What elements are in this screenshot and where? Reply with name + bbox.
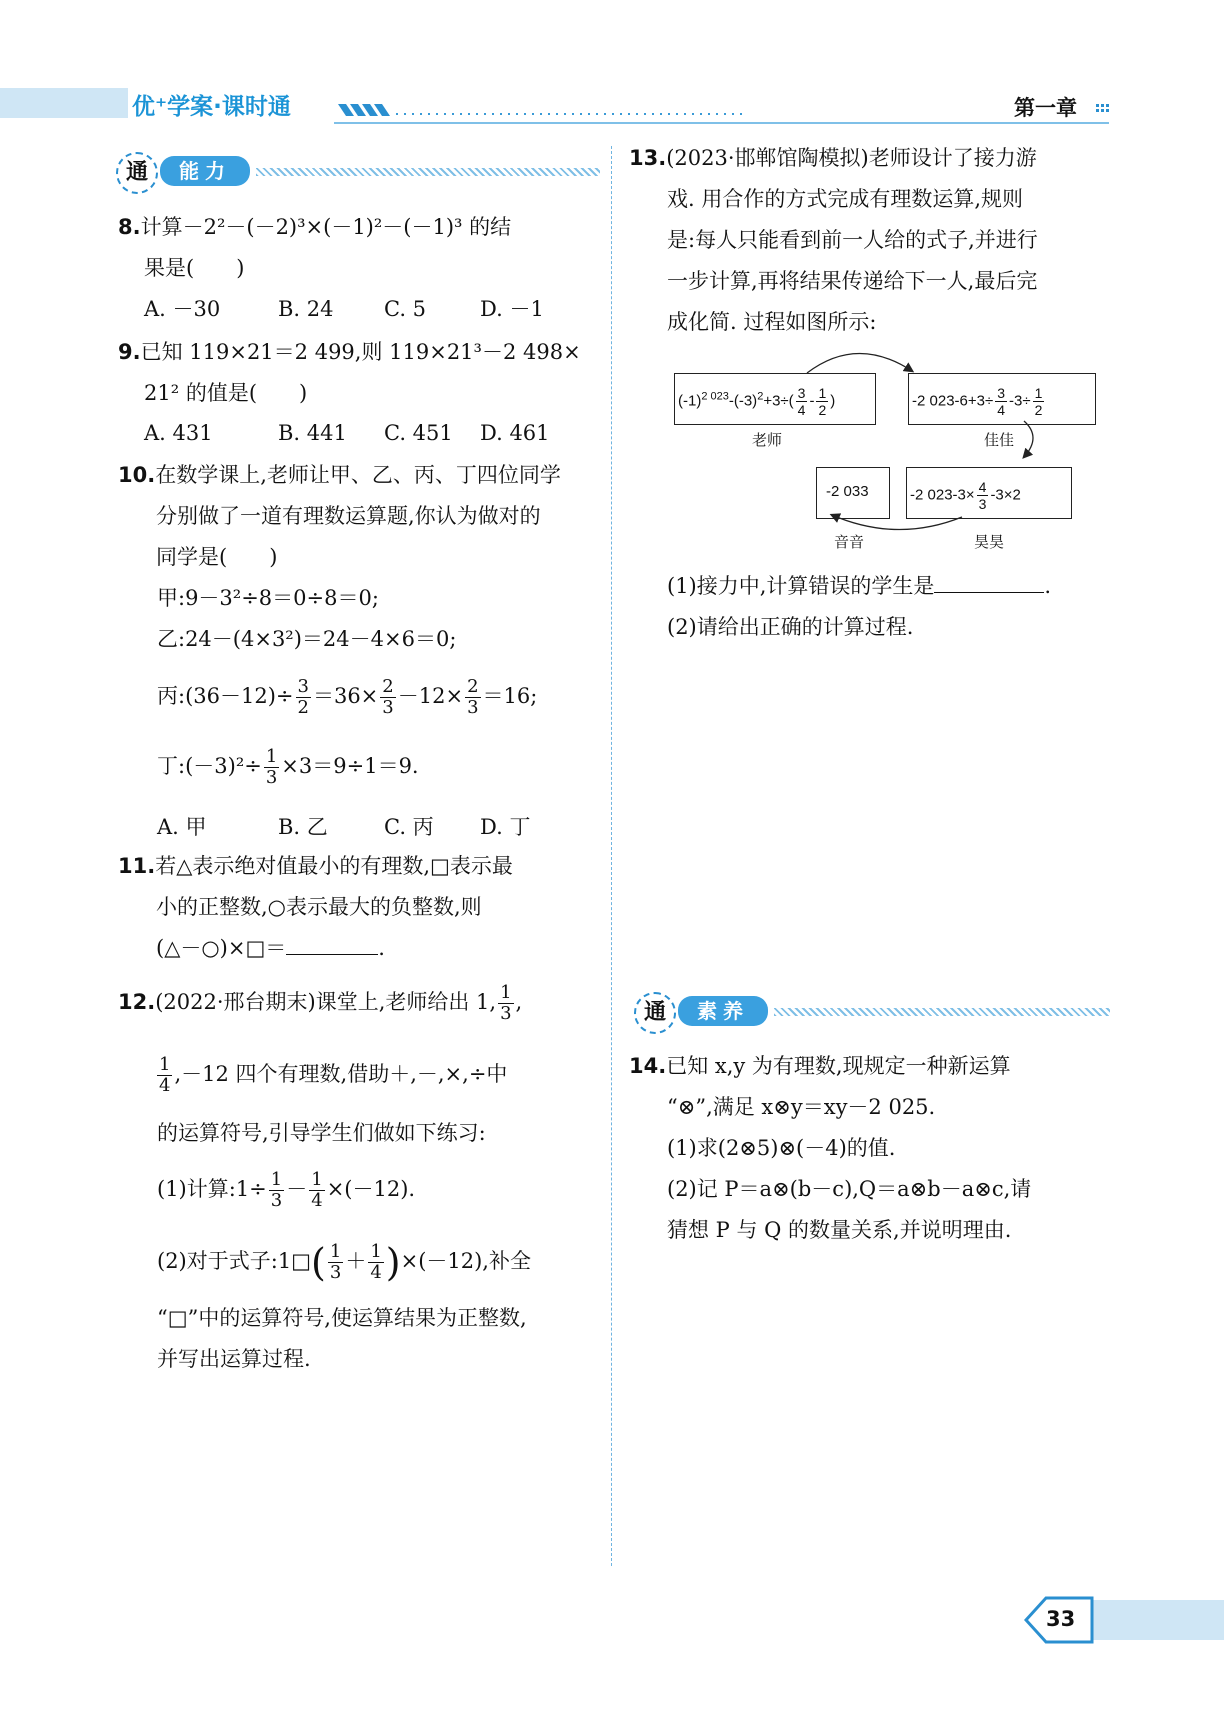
section-badge: 通 — [116, 152, 158, 194]
q11-line-2: 小的正整数,○表示最大的负整数,则 — [156, 895, 482, 919]
q8 — [118, 207, 604, 289]
q12-line-3: 的运算符号,引导学生们做如下练习: — [157, 1121, 486, 1145]
q11-line-1: 若△表示绝对值最小的有理数,□表示最 — [155, 854, 513, 878]
q11-answer-blank[interactable] — [286, 954, 378, 955]
box-teacher-text: $(-1)^{2 023}-(-3)^2+3\div$( $\frac{3}{4}$ - $\frac{1}{2}$ ) — [678, 385, 836, 418]
q8-stem: 计算－2²－(－2)³×(－1)²－(－1)³ 的结 — [140, 215, 512, 239]
q9 — [118, 332, 604, 414]
fraction: $\frac{1}{4}$ — [159, 1054, 171, 1096]
q12-part-2-line-3: 并写出运算过程. — [157, 1347, 311, 1371]
label-yinyin: 音音 — [834, 534, 865, 551]
q13-line-2: 戏. 用合作的方式完成有理数运算,规则 — [667, 187, 1024, 211]
box-yinyin-text: -2 033 — [826, 483, 869, 500]
q12-line-1 — [118, 982, 604, 1024]
q13-answer-blank[interactable] — [934, 592, 1044, 593]
q9-option-a[interactable]: A. 431 — [144, 421, 213, 445]
label-haohao: 昊昊 — [974, 534, 1005, 551]
q12-text-2: ,－12 四个有理数,借助＋,－,×,÷中 — [174, 1062, 508, 1086]
fraction: $\frac{1}{3}$ — [500, 982, 512, 1024]
q10-ding — [157, 746, 419, 788]
q9-number: 9. — [118, 340, 141, 364]
q11-expr: (△－○)×□＝ — [156, 936, 287, 960]
q9-stem-2: 21² 的值是( ) — [144, 381, 308, 405]
fraction: $\frac{3}{2}$ — [297, 676, 309, 718]
section-hatch — [256, 168, 600, 176]
q13-p1-end: . — [1044, 574, 1052, 598]
q14-line-1: 已知 x,y 为有理数,现规定一种新运算 — [666, 1054, 1011, 1078]
section-literacy-header — [634, 992, 1110, 1032]
chapter-dots-icon — [1096, 104, 1110, 114]
q13-line-3: 是:每人只能看到前一人给的式子,并进行 — [667, 228, 1038, 252]
q14 — [629, 1046, 1113, 1251]
q12-number: 12. — [118, 990, 156, 1014]
q14-line-2: “⊗”,满足 x⊗y＝xy－2 025. — [667, 1095, 936, 1119]
header-line — [334, 122, 1109, 124]
q8-stem-2: 果是( ) — [144, 256, 245, 280]
q13-line-1: (2023·邯郸馆陶模拟)老师设计了接力游 — [666, 146, 1037, 170]
q10-bing — [157, 676, 537, 718]
q12-part-1 — [157, 1169, 415, 1211]
header-decoration — [336, 100, 746, 120]
q13-part-2: (2)请给出正确的计算过程. — [667, 615, 914, 639]
q9-option-d[interactable]: D. 461 — [480, 421, 550, 445]
fraction: $\frac{1}{3}$ — [265, 746, 278, 788]
box-haohao-text: -2 023-3× $\frac{4}{3}$ -3×2 — [910, 479, 1021, 512]
section-title: 素养 — [678, 996, 768, 1026]
q12-p2-a: (2)对于式子:1□ — [157, 1249, 312, 1273]
q10-number: 10. — [118, 463, 156, 487]
q11-number: 11. — [118, 854, 156, 878]
fraction: $\frac{1}{3}$ — [270, 1169, 283, 1211]
q10-yi: 乙:24－(4×3²)＝24－4×6＝0; — [157, 627, 457, 651]
q10-bing-a: 丙:(36－12)÷ — [157, 684, 294, 708]
fraction: $\frac{1}{4}$ — [370, 1241, 382, 1283]
fraction: $\frac{2}{3}$ — [467, 676, 479, 718]
header-brand — [132, 88, 291, 121]
label-teacher: 老师 — [752, 432, 783, 449]
q12-part-2: (2)对于式子:1□( $\frac{1}{3}$ ＋ $\frac{1}{4}$ )×(－12),补全 — [157, 1240, 531, 1285]
q11-end: . — [378, 936, 385, 960]
q10-bing-c: －12× — [397, 684, 464, 708]
brand-text: 优⁺学案·课时通 — [132, 94, 291, 120]
q9-stem: 已知 119×21＝2 499,则 119×21³－2 498× — [140, 340, 581, 364]
q12-line-2 — [157, 1054, 507, 1096]
q10-option-d[interactable]: D. 丁 — [480, 815, 531, 839]
q12-p2-c: ×(－12),补全 — [400, 1249, 531, 1273]
q8-number: 8. — [118, 215, 141, 239]
q13-number: 13. — [629, 146, 667, 170]
q10-bing-d: ＝16; — [482, 684, 538, 708]
q14-line-4: (2)记 P＝a⊗(b－c),Q＝a⊗b－a⊗c,请 — [667, 1177, 1032, 1201]
q12-p1-c: ×(－12). — [326, 1177, 416, 1201]
fraction: $\frac{2}{3}$ — [382, 676, 394, 718]
column-divider — [611, 146, 612, 1566]
q10-option-a[interactable]: A. 甲 — [157, 815, 207, 839]
page-number: 33 — [1046, 1607, 1076, 1631]
header-bar-left — [0, 88, 128, 118]
q12-part-2-line-2: “□”中的运算符号,使运算结果为正整数, — [157, 1306, 527, 1330]
q10-option-c[interactable]: C. 丙 — [384, 815, 434, 839]
fraction: $\frac{1}{3}$ — [329, 1241, 342, 1283]
q13 — [629, 138, 1113, 343]
q10-line-3: 同学是( ) — [156, 545, 278, 569]
q13-line-5: 成化简. 过程如图所示: — [667, 310, 877, 334]
q10-bing-b: ＝36× — [312, 684, 379, 708]
section-ability-header — [116, 152, 600, 192]
q8-option-c[interactable]: C. 5 — [384, 297, 427, 321]
q8-option-d[interactable]: D. －1 — [480, 297, 544, 321]
box-jiajia-text: -2 023-6+3÷ $\frac{3}{4}$ -3÷ $\frac{1}{2}$ — [912, 385, 1043, 418]
q9-option-c[interactable]: C. 451 — [384, 421, 453, 445]
q11 — [118, 846, 604, 969]
q13-part-1 — [667, 566, 1051, 607]
q8-option-b[interactable]: B. 24 — [278, 297, 334, 321]
q14-line-3: (1)求(2⊗5)⊗(－4)的值. — [667, 1136, 896, 1160]
q8-option-a[interactable]: A. －30 — [144, 297, 221, 321]
relay-diagram — [672, 345, 1112, 560]
q12-p1-b: － — [286, 1177, 308, 1201]
chapter-label: 第一章 — [1014, 96, 1077, 120]
q10-ding-a: 丁:(－3)²÷ — [157, 754, 262, 778]
q9-option-b[interactable]: B. 441 — [278, 421, 347, 445]
page-number-bar — [1074, 1600, 1224, 1640]
q12-p2-b: ＋ — [345, 1249, 367, 1273]
q10-line-1: 在数学课上,老师让甲、乙、丙、丁四位同学 — [155, 463, 561, 487]
section-hatch — [774, 1008, 1110, 1016]
q10-jia: 甲:9－3²÷8＝0÷8＝0; — [157, 586, 379, 610]
label-jiajia: 佳佳 — [984, 432, 1015, 449]
q12-text-1: (2022·邢台期末)课堂上,老师给出 1, — [155, 990, 497, 1014]
q10-line-2: 分别做了一道有理数运算题,你认为做对的 — [156, 504, 541, 528]
section-badge: 通 — [634, 992, 676, 1034]
q13-line-4: 一步计算,再将结果传递给下一人,最后完 — [667, 269, 1038, 293]
q12-l1-end: , — [515, 990, 523, 1014]
q10-ding-b: ×3＝9÷1＝9. — [281, 754, 419, 778]
q10-option-b[interactable]: B. 乙 — [278, 815, 328, 839]
fraction: $\frac{1}{4}$ — [311, 1169, 323, 1211]
q10 — [118, 455, 604, 578]
q13-p1-text: (1)接力中,计算错误的学生是 — [667, 574, 935, 598]
q12-p1-a: (1)计算:1÷ — [157, 1177, 267, 1201]
section-title: 能力 — [160, 156, 250, 186]
q14-number: 14. — [629, 1054, 667, 1078]
q14-line-5: 猜想 P 与 Q 的数量关系,并说明理由. — [667, 1218, 1012, 1242]
